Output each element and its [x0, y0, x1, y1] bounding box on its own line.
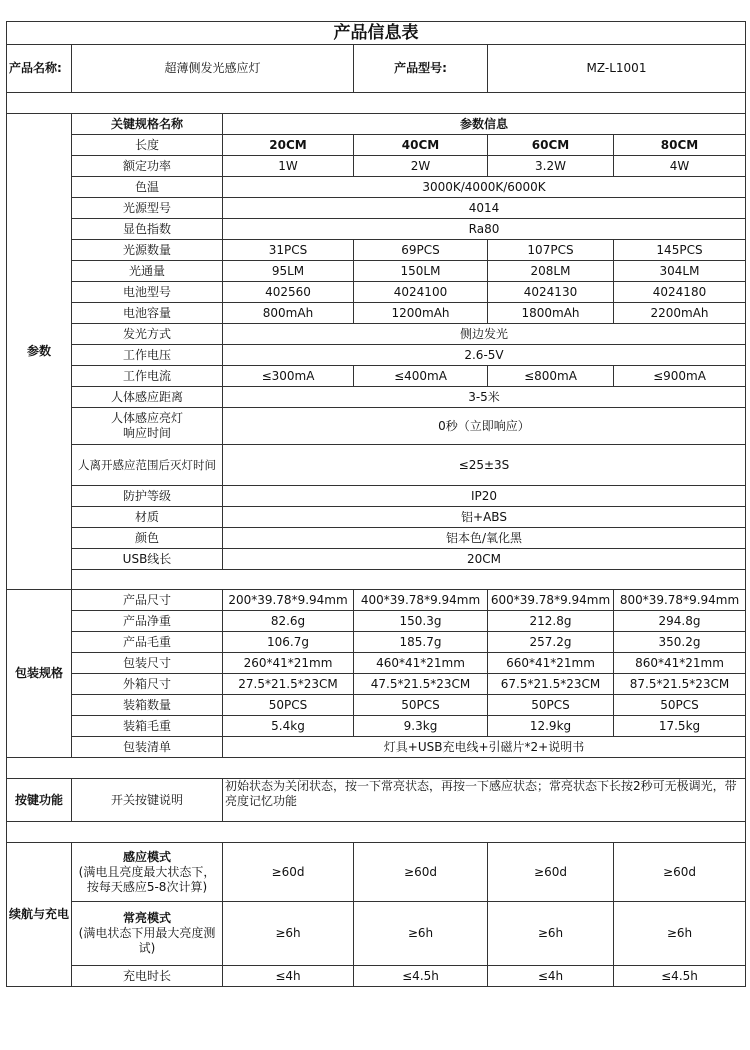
- cell: 1W: [223, 156, 354, 177]
- section-label-packaging: 包装规格: [7, 590, 72, 758]
- cell: ≤4h: [488, 966, 614, 987]
- table-row: [7, 966, 746, 987]
- cell: 20CM: [223, 549, 746, 570]
- table-row: [7, 177, 746, 198]
- cell: 95LM: [223, 261, 354, 282]
- cell: 60CM: [488, 135, 614, 156]
- cell: 200*39.78*9.94mm: [223, 590, 354, 611]
- cell: ≤400mA: [354, 366, 488, 387]
- product-model-label: 产品型号:: [354, 45, 488, 93]
- row-label: 产品毛重: [72, 632, 223, 653]
- table-row: [7, 387, 746, 408]
- header-spec-name: 关键规格名称: [72, 114, 223, 135]
- section-label-button: 按键功能: [7, 779, 72, 822]
- row-label: 产品净重: [72, 611, 223, 632]
- cell: ≥60d: [223, 843, 354, 902]
- row-label: 人体感应距离: [72, 387, 223, 408]
- spacer-row: [72, 570, 746, 590]
- row-label: 工作电压: [72, 345, 223, 366]
- cell: 350.2g: [614, 632, 746, 653]
- cell: 4024180: [614, 282, 746, 303]
- table-row: [7, 282, 746, 303]
- cell: 12.9kg: [488, 716, 614, 737]
- table-row: [7, 219, 746, 240]
- cell: 107PCS: [488, 240, 614, 261]
- cell: 3000K/4000K/6000K: [223, 177, 746, 198]
- cell: 50PCS: [614, 695, 746, 716]
- row-label: 装箱数量: [72, 695, 223, 716]
- cell: IP20: [223, 486, 746, 507]
- cell: 69PCS: [354, 240, 488, 261]
- table-row: [7, 549, 746, 570]
- cell: 257.2g: [488, 632, 614, 653]
- cell: 212.8g: [488, 611, 614, 632]
- mode-note: (满电状态下用最大亮度测试): [78, 926, 216, 955]
- cell: 40CM: [354, 135, 488, 156]
- cell: 1800mAh: [488, 303, 614, 324]
- table-row: [7, 408, 746, 445]
- row-label: 外箱尺寸: [72, 674, 223, 695]
- spacer-row: [7, 758, 746, 779]
- cell: 初始状态为关闭状态，按一下常亮状态，再按一下感应状态；常亮状态下长按2秒可无极调光，带亮度记忆功能: [223, 779, 746, 822]
- cell: 400*39.78*9.94mm: [354, 590, 488, 611]
- cell: ≥6h: [223, 902, 354, 966]
- row-label: 材质: [72, 507, 223, 528]
- table-row: [7, 902, 746, 966]
- cell: ≤4.5h: [354, 966, 488, 987]
- cell: 3-5米: [223, 387, 746, 408]
- row-label: 长度: [72, 135, 223, 156]
- row-label: 电池型号: [72, 282, 223, 303]
- cell: 5.4kg: [223, 716, 354, 737]
- row-label: 充电时长: [72, 966, 223, 987]
- row-label: 人离开感应范围后灭灯时间: [72, 445, 223, 486]
- row-label: 电池容量: [72, 303, 223, 324]
- spacer-row: [7, 822, 746, 843]
- cell: 2200mAh: [614, 303, 746, 324]
- table-row: [7, 445, 746, 486]
- table-row: [7, 695, 746, 716]
- table-row: [7, 261, 746, 282]
- cell: 0秒（立即响应）: [223, 408, 746, 445]
- cell: 2W: [354, 156, 488, 177]
- row-label: 包装尺寸: [72, 653, 223, 674]
- cell: 31PCS: [223, 240, 354, 261]
- row-label-line: 人体感应亮灯: [110, 411, 183, 425]
- table-row: [7, 611, 746, 632]
- row-label: 额定功率: [72, 156, 223, 177]
- table-row: [7, 240, 746, 261]
- cell: 4W: [614, 156, 746, 177]
- row-label: 发光方式: [72, 324, 223, 345]
- table-row: [7, 345, 746, 366]
- cell: ≥6h: [354, 902, 488, 966]
- row-label: USB线长: [72, 549, 223, 570]
- table-row: [7, 135, 746, 156]
- cell: 106.7g: [223, 632, 354, 653]
- row-label: 包装清单: [72, 737, 223, 758]
- cell: 800mAh: [223, 303, 354, 324]
- spacer-row: [7, 93, 746, 114]
- cell: 145PCS: [614, 240, 746, 261]
- mode-title: 感应模式: [122, 849, 171, 864]
- product-name-value: 超薄侧发光感应灯: [72, 45, 354, 93]
- cell: 47.5*21.5*23CM: [354, 674, 488, 695]
- cell: 1200mAh: [354, 303, 488, 324]
- cell: 294.8g: [614, 611, 746, 632]
- cell: 50PCS: [223, 695, 354, 716]
- header-param-info: 参数信息: [223, 114, 746, 135]
- cell: ≤300mA: [223, 366, 354, 387]
- cell: 150LM: [354, 261, 488, 282]
- table-row: [7, 366, 746, 387]
- row-label: 开关按键说明: [72, 779, 223, 822]
- cell: ≥6h: [488, 902, 614, 966]
- cell: 50PCS: [354, 695, 488, 716]
- cell: ≤4h: [223, 966, 354, 987]
- table-row: [7, 843, 746, 902]
- cell: 150.3g: [354, 611, 488, 632]
- row-label: [72, 408, 223, 445]
- row-label: 光源数量: [72, 240, 223, 261]
- cell: 800*39.78*9.94mm: [614, 590, 746, 611]
- cell: ≥60d: [354, 843, 488, 902]
- cell: 3.2W: [488, 156, 614, 177]
- row-label: 产品尺寸: [72, 590, 223, 611]
- table-row: [7, 674, 746, 695]
- cell: 185.7g: [354, 632, 488, 653]
- cell: 260*41*21mm: [223, 653, 354, 674]
- cell: 20CM: [223, 135, 354, 156]
- row-label: 颜色: [72, 528, 223, 549]
- cell: 9.3kg: [354, 716, 488, 737]
- cell: ≤800mA: [488, 366, 614, 387]
- table-row: [7, 779, 746, 822]
- cell: 67.5*21.5*23CM: [488, 674, 614, 695]
- cell: 4014: [223, 198, 746, 219]
- cell: 87.5*21.5*23CM: [614, 674, 746, 695]
- cell: 460*41*21mm: [354, 653, 488, 674]
- cell: ≥60d: [488, 843, 614, 902]
- table-row: [7, 507, 746, 528]
- table-row: [7, 303, 746, 324]
- row-label: 装箱毛重: [72, 716, 223, 737]
- table-row: [7, 486, 746, 507]
- table-row: [7, 198, 746, 219]
- row-label: 显色指数: [72, 219, 223, 240]
- mode-note: (满电且亮度最大状态下，按每天感应5-8次计算): [78, 864, 216, 894]
- row-label: [72, 843, 223, 902]
- cell: 2.6-5V: [223, 345, 746, 366]
- row-label: 防护等级: [72, 486, 223, 507]
- cell: ≤900mA: [614, 366, 746, 387]
- cell: Ra80: [223, 219, 746, 240]
- row-label: 光通量: [72, 261, 223, 282]
- cell: 208LM: [488, 261, 614, 282]
- section-label-params: 参数: [7, 114, 72, 590]
- mode-title: 常亮模式: [122, 911, 171, 925]
- cell: 17.5kg: [614, 716, 746, 737]
- cell: 50PCS: [488, 695, 614, 716]
- cell: 80CM: [614, 135, 746, 156]
- cell: 402560: [223, 282, 354, 303]
- section-label-battery: 续航与充电: [7, 843, 72, 987]
- table-row: [7, 590, 746, 611]
- cell: ≤4.5h: [614, 966, 746, 987]
- cell: 4024130: [488, 282, 614, 303]
- row-label: 光源型号: [72, 198, 223, 219]
- table-row: [7, 324, 746, 345]
- table-row: [7, 156, 746, 177]
- table-row: [7, 632, 746, 653]
- table-row: [7, 528, 746, 549]
- product-info-table: [6, 21, 746, 987]
- row-label-line: 响应时间: [122, 426, 171, 440]
- cell: 27.5*21.5*23CM: [223, 674, 354, 695]
- row-label: [72, 902, 223, 966]
- cell: 铝本色/氧化黑: [223, 528, 746, 549]
- product-name-label: 产品名称:: [7, 45, 72, 93]
- cell: 304LM: [614, 261, 746, 282]
- cell: ≤25±3S: [223, 445, 746, 486]
- cell: ≥6h: [614, 902, 746, 966]
- table-row: [7, 716, 746, 737]
- cell: 860*41*21mm: [614, 653, 746, 674]
- cell: 铝+ABS: [223, 507, 746, 528]
- row-label: 色温: [72, 177, 223, 198]
- cell: 660*41*21mm: [488, 653, 614, 674]
- cell: 侧边发光: [223, 324, 746, 345]
- cell: 600*39.78*9.94mm: [488, 590, 614, 611]
- table-row: [7, 653, 746, 674]
- cell: 灯具+USB充电线+引磁片*2+说明书: [223, 737, 746, 758]
- cell: 4024100: [354, 282, 488, 303]
- cell: 82.6g: [223, 611, 354, 632]
- cell: ≥60d: [614, 843, 746, 902]
- row-label: 工作电流: [72, 366, 223, 387]
- table-title: 产品信息表: [7, 22, 746, 45]
- product-model-value: MZ-L1001: [488, 45, 746, 93]
- table-row: [7, 737, 746, 758]
